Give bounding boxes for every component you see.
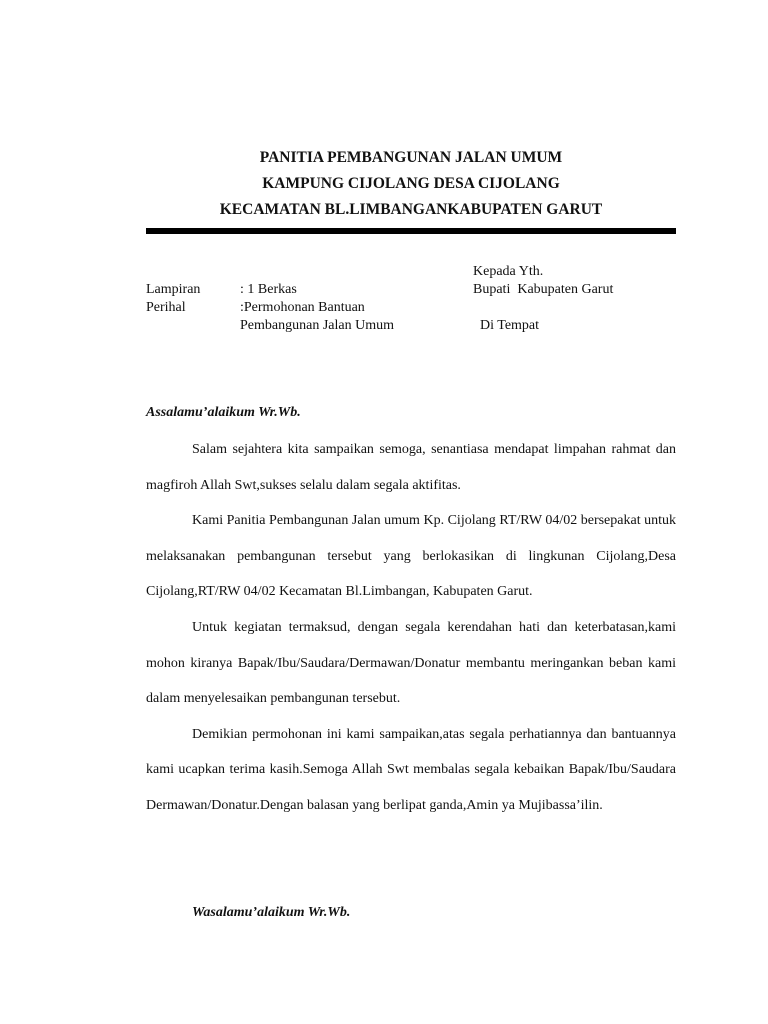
letterhead (146, 145, 676, 223)
perihal-label: Perihal (146, 300, 186, 315)
perihal-value-line-2: Pembangunan Jalan Umum (240, 318, 394, 333)
paragraph-3: Untuk kegiatan termaksud, dengan segala kerendahan hati dan keterbatasan,kami mohon kiranya Bapak/Ibu/Saudara/Dermawan/Donatur membantu meringankan beban kami dalam menyelesaikan pembangunan tersebut. (146, 619, 676, 707)
letterhead-line-1: PANITIA PEMBANGUNAN JALAN UMUM (259, 149, 563, 166)
lampiran-label: Lampiran (146, 282, 201, 297)
lampiran-value: : 1 Berkas (240, 282, 297, 297)
paragraph-2: Kami Panitia Pembangunan Jalan umum Kp. Cijolang RT/RW 04/02 bersepakat untuk melaksanakan pembangunan tersebut yang berlokasikan di lingkunan Cijolang,Desa Cijolang,RT/RW 04/02 Kecamatan Bl.Limbangan, Kabupaten Garut. (146, 513, 676, 600)
closing: Wasalamu’alaikum Wr.Wb. (192, 905, 351, 920)
recipient-line-1: Kepada Yth. (473, 264, 544, 279)
recipient-line-2: Bupati Kabupaten Garut (473, 282, 614, 297)
letter-body (146, 432, 676, 824)
paragraph-4: Demikian permohonan ini kami sampaikan,atas segala perhatiannya dan bantuannya kami ucapkan terima kasih.Semoga Allah Swt membalas segala kebaikan Bapak/Ibu/Saudara Dermawan/Donatur.Dengan balasan yang berlipat ganda,Amin ya Mujibassa’ilin. (146, 726, 676, 813)
letterhead-divider (146, 228, 676, 234)
perihal-value-line-1: :Permohonan Bantuan (240, 300, 365, 315)
recipient-line-3: Di Tempat (480, 318, 540, 333)
greeting: Assalamu’alaikum Wr.Wb. (146, 405, 301, 420)
letterhead-line-3: KECAMATAN BL.LIMBANGANKABUPATEN GARUT (219, 201, 603, 218)
letterhead-line-2: KAMPUNG CIJOLANG DESA CIJOLANG (262, 175, 560, 192)
paragraph-1: Salam sejahtera kita sampaikan semoga, senantiasa mendapat limpahan rahmat dan magfiroh Allah Swt,sukses selalu dalam segala aktifitas. (146, 442, 676, 493)
